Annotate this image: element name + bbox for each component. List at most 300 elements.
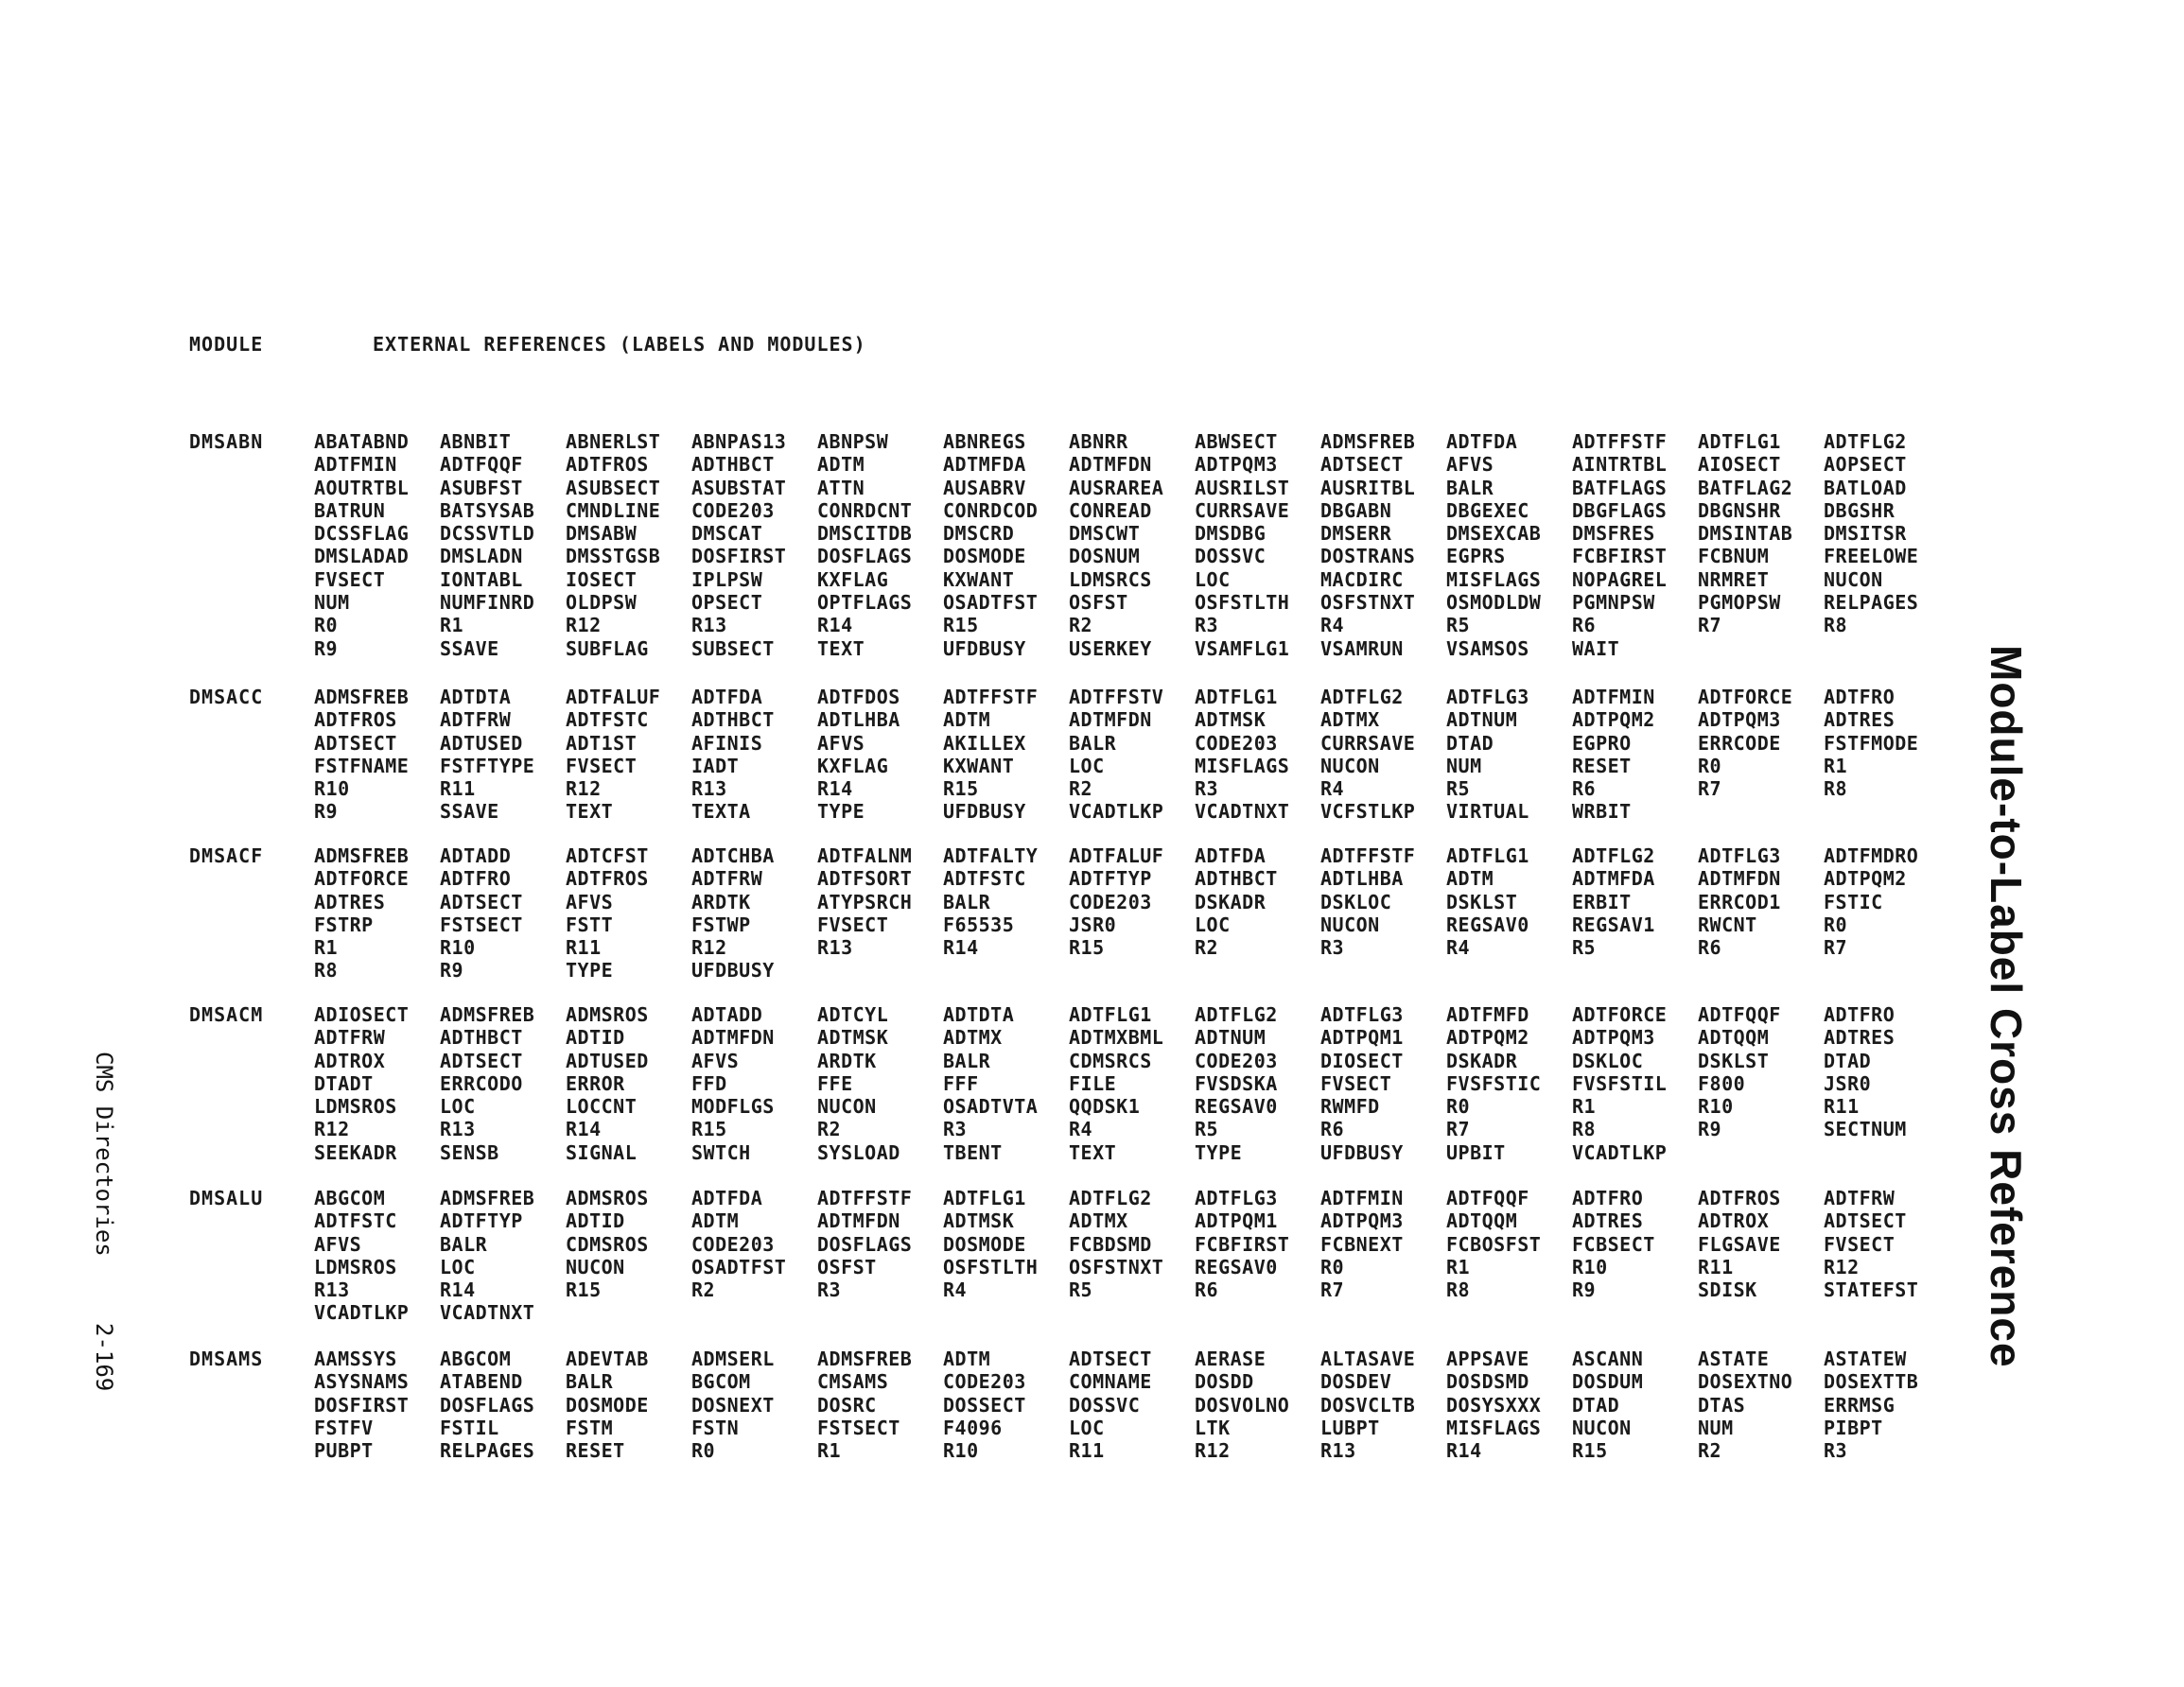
reference-label: OSADTFST	[691, 1255, 787, 1278]
reference-label: PGMNPSW	[1572, 591, 1655, 615]
reference-label: ADTFLG1	[1698, 430, 1781, 453]
reference-label: SENSB	[440, 1140, 499, 1164]
reference-label: AUSRILST	[1195, 476, 1290, 499]
reference-label: R9	[1698, 1118, 1722, 1141]
reference-label: FVSECT	[817, 913, 889, 936]
reference-label: TBENT	[943, 1140, 1003, 1164]
reference-label: RWCNT	[1698, 913, 1757, 936]
reference-label: FSTFMODE	[1824, 731, 1919, 755]
reference-label: ADTMFDN	[691, 1026, 775, 1050]
reference-label: BALR	[1446, 476, 1494, 499]
reference-label: ADTPQM1	[1195, 1209, 1278, 1233]
reference-label: FCBDSMD	[1069, 1232, 1152, 1256]
reference-label: DOSSECT	[943, 1393, 1026, 1417]
reference-label: DMSLADAD	[314, 545, 410, 568]
book-title: CMS Directories	[91, 1052, 117, 1257]
reference-label: R13	[440, 1118, 476, 1141]
reference-label: DBGSHR	[1824, 498, 1896, 522]
reference-label: R6	[1195, 1278, 1219, 1302]
reference-label: DOSVCLTB	[1320, 1393, 1416, 1417]
reference-label: ADTID	[566, 1026, 625, 1050]
reference-label: VCADTNXT	[1195, 800, 1290, 824]
reference-label: DTAS	[1698, 1393, 1746, 1417]
reference-label: R0	[691, 1439, 716, 1463]
reference-label: VCADTNXT	[440, 1301, 535, 1325]
reference-label: ADTNUM	[1446, 708, 1518, 732]
reference-label: ABNREGS	[943, 430, 1026, 453]
reference-label: OPSECT	[691, 591, 763, 615]
reference-grid	[314, 844, 1949, 983]
reference-label: DOSNEXT	[691, 1393, 775, 1417]
reference-label: LDMSRCS	[1069, 567, 1152, 591]
reference-label: PIBPT	[1824, 1416, 1883, 1439]
reference-label: ADTFLG1	[943, 1187, 1026, 1209]
reference-label: R1	[314, 936, 339, 960]
reference-label: ADMSFREB	[817, 1348, 913, 1370]
reference-label: ADTCHBA	[691, 844, 775, 867]
reference-label: ADTHBCT	[691, 453, 775, 477]
reference-label: R0	[1320, 1255, 1345, 1278]
reference-label: NUM	[314, 591, 350, 615]
reference-label: R8	[1572, 1118, 1597, 1141]
reference-label: DOSRC	[817, 1393, 877, 1417]
reference-label: ARDTK	[691, 890, 751, 913]
reference-label: ADTFSTC	[314, 1209, 397, 1233]
reference-label: BATLOAD	[1824, 476, 1907, 499]
reference-label: DSKADR	[1446, 1049, 1518, 1072]
reference-label: CONRDCNT	[817, 498, 913, 522]
reference-label: AFVS	[691, 1049, 740, 1072]
reference-label: ADTFDA	[691, 1187, 763, 1209]
reference-label: ADTPQM2	[1572, 708, 1655, 732]
reference-grid	[314, 1348, 1949, 1462]
reference-label: R8	[1824, 777, 1848, 801]
reference-label: ADTCYL	[817, 1003, 889, 1026]
reference-label: FILE	[1069, 1071, 1117, 1095]
reference-label: R3	[1320, 936, 1345, 960]
reference-label: R6	[1320, 1118, 1345, 1141]
reference-label: FSTWP	[691, 913, 751, 936]
reference-label: AUSRAREA	[1069, 476, 1164, 499]
reference-label: ADTSECT	[440, 1049, 523, 1072]
reference-label: TYPE	[817, 800, 865, 824]
reference-label: ADTPQM3	[1698, 708, 1781, 732]
reference-label: ADTHBCT	[440, 1026, 523, 1050]
reference-label: ASTATE	[1698, 1348, 1770, 1370]
reference-label: ADMSFREB	[440, 1003, 535, 1026]
reference-label: R1	[817, 1439, 842, 1463]
reference-label: ADTFLG3	[1320, 1003, 1404, 1026]
reference-label: ADTROX	[314, 1049, 386, 1072]
reference-label: ADTMFDN	[817, 1209, 900, 1233]
reference-label: UPBIT	[1446, 1140, 1506, 1164]
reference-label: SUBSECT	[691, 636, 775, 660]
reference-label: ADTROX	[1698, 1209, 1770, 1233]
reference-label: MODFLGS	[691, 1095, 775, 1119]
reference-label: FVSECT	[566, 754, 638, 777]
reference-label: ADTFLG3	[1195, 1187, 1278, 1209]
reference-label: AAMSSYS	[314, 1348, 397, 1370]
reference-label: CURRSAVE	[1320, 731, 1416, 755]
reference-label: AFINIS	[691, 731, 763, 755]
reference-label: FVSECT	[1320, 1071, 1392, 1095]
reference-label: R13	[314, 1278, 350, 1302]
reference-label: ABNPAS13	[691, 430, 787, 453]
reference-label: PGMOPSW	[1698, 591, 1781, 615]
reference-label: BALR	[1069, 731, 1117, 755]
reference-label: SECTNUM	[1824, 1118, 1907, 1141]
reference-label: ABNRR	[1069, 430, 1128, 453]
reference-label: R2	[817, 1118, 842, 1141]
reference-label: R11	[1069, 1439, 1105, 1463]
reference-label: FCBFIRST	[1572, 545, 1668, 568]
reference-label: DBGABN	[1320, 498, 1392, 522]
reference-label: AUSABRV	[943, 476, 1026, 499]
reference-label: FSTRP	[314, 913, 374, 936]
reference-label: R7	[1698, 777, 1722, 801]
reference-label: R1	[1824, 754, 1848, 777]
reference-label: ADTFROS	[566, 867, 649, 891]
module-name: DMSACC	[189, 686, 264, 708]
reference-label: VSAMSOS	[1446, 636, 1529, 660]
reference-label: ADTRES	[1572, 1209, 1644, 1233]
reference-label: ABNERLST	[566, 430, 661, 453]
reference-label: ADTPQM3	[1320, 1209, 1404, 1233]
reference-label: KXFLAG	[817, 567, 889, 591]
reference-label: ADT1ST	[566, 731, 638, 755]
reference-label: DOSMODE	[943, 545, 1026, 568]
reference-label: ADMSFREB	[314, 844, 410, 867]
reference-label: WAIT	[1572, 636, 1620, 660]
reference-label: R15	[943, 614, 979, 637]
reference-label: DOSDUM	[1572, 1370, 1644, 1394]
reference-label: ABATABND	[314, 430, 410, 453]
reference-label: R10	[440, 936, 476, 960]
reference-label: R9	[314, 800, 339, 824]
reference-label: ERRCODO	[440, 1071, 523, 1095]
reference-label: ADTUSED	[440, 731, 523, 755]
reference-label: ADMSFREB	[314, 686, 410, 708]
reference-label: KXWANT	[943, 754, 1015, 777]
reference-label: VIRTUAL	[1446, 800, 1529, 824]
reference-label: ADTFALNM	[817, 844, 913, 867]
reference-label: ADTM	[943, 1348, 991, 1370]
reference-label: ADTRES	[1824, 1026, 1896, 1050]
reference-label: SSAVE	[440, 636, 499, 660]
reference-label: DMSCWT	[1069, 522, 1141, 546]
reference-label: ABGCOM	[314, 1187, 386, 1209]
reference-label: BALR	[566, 1370, 614, 1394]
reference-label: ADMSROS	[566, 1187, 649, 1209]
reference-label: ADTFROS	[314, 708, 397, 732]
reference-label: ADTLHBA	[817, 708, 900, 732]
reference-label: BALR	[440, 1232, 488, 1256]
reference-label: ASUBFST	[440, 476, 523, 499]
reference-label: VCADTLKP	[314, 1301, 410, 1325]
reference-label: SYSLOAD	[817, 1140, 900, 1164]
reference-label: ASYSNAMS	[314, 1370, 410, 1394]
reference-label: R3	[1195, 614, 1219, 637]
reference-label: OSMODLDW	[1446, 591, 1542, 615]
reference-label: MISFLAGS	[1446, 567, 1542, 591]
reference-label: R1	[440, 614, 464, 637]
reference-label: SEEKADR	[314, 1140, 397, 1164]
reference-label: ADTDTA	[943, 1003, 1015, 1026]
reference-label: APPSAVE	[1446, 1348, 1529, 1370]
reference-label: OLDPSW	[566, 591, 638, 615]
reference-label: OSFSTNXT	[1069, 1255, 1164, 1278]
reference-label: MISFLAGS	[1446, 1416, 1542, 1439]
reference-label: R5	[1195, 1118, 1219, 1141]
reference-label: RESET	[1572, 754, 1632, 777]
reference-label: ADTRES	[1824, 708, 1896, 732]
reference-label: NUM	[1446, 754, 1482, 777]
reference-label: UFDBUSY	[1320, 1140, 1404, 1164]
reference-label: ADTADD	[691, 1003, 763, 1026]
reference-label: ABWSECT	[1195, 430, 1278, 453]
reference-label: DOSFIRST	[691, 545, 787, 568]
reference-label: DSKLST	[1446, 890, 1518, 913]
reference-label: ADTMFDN	[1698, 867, 1781, 891]
reference-label: ADIOSECT	[314, 1003, 410, 1026]
reference-label: ADTMSK	[817, 1026, 889, 1050]
reference-label: CDMSRCS	[1069, 1049, 1152, 1072]
reference-label: ADTPQM2	[1446, 1026, 1529, 1050]
reference-label: ADTMFDA	[1572, 867, 1655, 891]
reference-label: ADTFRO	[1824, 686, 1896, 708]
reference-label: DTAD	[1572, 1393, 1620, 1417]
reference-label: NUCON	[566, 1255, 625, 1278]
reference-label: RESET	[566, 1439, 625, 1463]
reference-label: ABGCOM	[440, 1348, 512, 1370]
reference-label: ADTFLG2	[1320, 686, 1404, 708]
reference-label: CMSAMS	[817, 1370, 889, 1394]
reference-label: OSFSTNXT	[1320, 591, 1416, 615]
reference-label: OSFSTLTH	[1195, 591, 1290, 615]
reference-label: ADTFLG3	[1698, 844, 1781, 867]
reference-label: R1	[1572, 1095, 1597, 1119]
reference-label: QQDSK1	[1069, 1095, 1141, 1119]
reference-label: DMSITSR	[1824, 522, 1907, 546]
reference-label: R14	[440, 1278, 476, 1302]
reference-label: UFDBUSY	[943, 800, 1026, 824]
reference-label: R10	[943, 1439, 979, 1463]
reference-label: FFD	[691, 1071, 727, 1095]
reference-label: MISFLAGS	[1195, 754, 1290, 777]
reference-label: TEXT	[566, 800, 614, 824]
reference-label: NUM	[1698, 1416, 1734, 1439]
reference-label: R4	[1320, 777, 1345, 801]
reference-label: ADTSECT	[440, 890, 523, 913]
reference-label: LTK	[1195, 1416, 1231, 1439]
reference-label: ERRCOD1	[1698, 890, 1781, 913]
reference-label: ERRMSG	[1824, 1393, 1896, 1417]
reference-label: R3	[817, 1278, 842, 1302]
module-name: DMSACM	[189, 1003, 264, 1026]
reference-label: NUMFINRD	[440, 591, 535, 615]
reference-label: ADTMFDN	[1069, 708, 1152, 732]
reference-label: ASTATEW	[1824, 1348, 1907, 1370]
reference-label: ERROR	[566, 1071, 625, 1095]
reference-label: ADTPQM3	[1572, 1026, 1655, 1050]
reference-label: F4096	[943, 1416, 1003, 1439]
reference-label: FSTIC	[1824, 890, 1883, 913]
reference-label: R7	[1320, 1278, 1345, 1302]
reference-label: DMSLADN	[440, 545, 523, 568]
reference-label: R12	[566, 777, 602, 801]
reference-label: ADTUSED	[566, 1049, 649, 1072]
reference-label: STATEFST	[1824, 1278, 1919, 1302]
reference-label: BATRUN	[314, 498, 386, 522]
reference-label: DCSSVTLD	[440, 522, 535, 546]
reference-label: AERASE	[1195, 1348, 1267, 1370]
reference-label: DSKLOC	[1320, 890, 1392, 913]
reference-label: R9	[440, 959, 464, 983]
reference-label: R2	[1195, 936, 1219, 960]
reference-label: ADTM	[817, 453, 865, 477]
reference-label: AKILLEX	[943, 731, 1026, 755]
reference-label: ADTFORCE	[314, 867, 410, 891]
reference-label: ADTFRW	[1824, 1187, 1896, 1209]
reference-label: DMSEXCAB	[1446, 522, 1542, 546]
reference-label: ADTFORCE	[1572, 1003, 1668, 1026]
reference-label: ADTFSTC	[943, 867, 1026, 891]
reference-label: ADTMSK	[943, 1209, 1015, 1233]
reference-label: ADTFROS	[1698, 1187, 1781, 1209]
reference-label: REGSAV0	[1195, 1255, 1278, 1278]
reference-label: ADTFTYP	[1069, 867, 1152, 891]
reference-label: DOSEXTTB	[1824, 1370, 1919, 1394]
reference-label: R0	[1824, 913, 1848, 936]
reference-label: PUBPT	[314, 1439, 374, 1463]
reference-label: NOPAGREL	[1572, 567, 1668, 591]
module-column-header: MODULE	[189, 333, 264, 356]
reference-label: LOC	[1195, 913, 1231, 936]
reference-label: FSTSECT	[817, 1416, 900, 1439]
reference-label: IOSECT	[566, 567, 638, 591]
reference-label: FVSFSTIC	[1446, 1071, 1542, 1095]
reference-label: R9	[1572, 1278, 1597, 1302]
reference-label: FLGSAVE	[1698, 1232, 1781, 1256]
reference-label: ADTSECT	[1824, 1209, 1907, 1233]
reference-label: R6	[1572, 777, 1597, 801]
reference-label: ADTFLG1	[1069, 1003, 1152, 1026]
reference-label: CMNDLINE	[566, 498, 661, 522]
reference-label: ADTFALUF	[566, 686, 661, 708]
reference-label: BATFLAGS	[1572, 476, 1668, 499]
reference-label: BATSYSAB	[440, 498, 535, 522]
reference-label: FCBOSFST	[1446, 1232, 1542, 1256]
reference-label: DMSDBG	[1195, 522, 1267, 546]
reference-label: VCADTLKP	[1069, 800, 1164, 824]
reference-label: R2	[1698, 1439, 1722, 1463]
reference-label: ADTM	[943, 708, 991, 732]
reference-label: DOSMODE	[566, 1393, 649, 1417]
reference-label: LOC	[1195, 567, 1231, 591]
reference-label: FSTIL	[440, 1416, 499, 1439]
reference-label: ADTFQQF	[1446, 1187, 1529, 1209]
reference-label: R11	[566, 936, 602, 960]
reference-label: BATFLAG2	[1698, 476, 1793, 499]
reference-label: VSAMRUN	[1320, 636, 1404, 660]
reference-label: TYPE	[566, 959, 614, 983]
reference-label: ADTMFDN	[1069, 453, 1152, 477]
reference-label: R15	[566, 1278, 602, 1302]
reference-label: ADTPQM2	[1824, 867, 1907, 891]
reference-label: AINTRTBL	[1572, 453, 1668, 477]
reference-label: NUCON	[1572, 1416, 1632, 1439]
reference-label: ADTFFSTF	[817, 1187, 913, 1209]
reference-label: ADTFQQF	[440, 453, 523, 477]
reference-label: ADTFLG3	[1446, 686, 1529, 708]
reference-grid	[314, 1187, 1949, 1325]
reference-label: VCADTLKP	[1572, 1140, 1668, 1164]
reference-label: ADTHBCT	[691, 708, 775, 732]
reference-label: FVSECT	[314, 567, 386, 591]
reference-label: ADTFTYP	[440, 1209, 523, 1233]
reference-label: ADTSECT	[314, 731, 397, 755]
reference-label: DOSNUM	[1069, 545, 1141, 568]
reference-label: KXWANT	[943, 567, 1015, 591]
reference-label: ADTID	[566, 1209, 625, 1233]
reference-label: ADTPQM3	[1195, 453, 1278, 477]
reference-label: R15	[1572, 1439, 1608, 1463]
reference-label: REGSAV0	[1446, 913, 1529, 936]
reference-label: AFVS	[566, 890, 614, 913]
reference-label: ADTFFSTV	[1069, 686, 1164, 708]
reference-label: TEXTA	[691, 800, 751, 824]
reference-label: TEXT	[817, 636, 865, 660]
reference-label: ADTPQM1	[1320, 1026, 1404, 1050]
reference-label: R14	[566, 1118, 602, 1141]
reference-label: R12	[691, 936, 727, 960]
reference-label: R6	[1572, 614, 1597, 637]
reference-label: R3	[943, 1118, 968, 1141]
module-name: DMSABN	[189, 430, 264, 453]
reference-label: ADTMXBML	[1069, 1026, 1164, 1050]
reference-label: R12	[314, 1118, 350, 1141]
reference-label: DOSDSMD	[1446, 1370, 1529, 1394]
reference-label: ADTFDA	[1195, 844, 1267, 867]
reference-label: ADTFMIN	[1572, 686, 1655, 708]
reference-label: RELPAGES	[1824, 591, 1919, 615]
reference-label: R4	[1320, 614, 1345, 637]
reference-label: ADTFRO	[440, 867, 512, 891]
reference-label: ADTMSK	[1195, 708, 1267, 732]
reference-label: BGCOM	[691, 1370, 751, 1394]
reference-label: SWTCH	[691, 1140, 751, 1164]
reference-label: OSADTVTA	[943, 1095, 1039, 1119]
reference-label: R15	[943, 777, 979, 801]
reference-label: DCSSFLAG	[314, 522, 410, 546]
reference-label: DBGFLAGS	[1572, 498, 1668, 522]
page-number: 2-169	[91, 1322, 117, 1391]
reference-label: FVSDSKA	[1195, 1071, 1278, 1095]
reference-label: R0	[1698, 754, 1722, 777]
reference-label: R14	[1446, 1439, 1482, 1463]
reference-label: CONRDCOD	[943, 498, 1039, 522]
reference-grid	[314, 430, 1949, 660]
reference-label: ABNPSW	[817, 430, 889, 453]
reference-label: ADTFRW	[440, 708, 512, 732]
reference-label: FSTM	[566, 1416, 614, 1439]
reference-label: R4	[943, 1278, 968, 1302]
reference-label: DOSDEV	[1320, 1370, 1392, 1394]
reference-label: RWMFD	[1320, 1095, 1380, 1119]
reference-label: LOCCNT	[566, 1095, 638, 1119]
reference-label: UFDBUSY	[943, 636, 1026, 660]
reference-label: R5	[1446, 614, 1471, 637]
